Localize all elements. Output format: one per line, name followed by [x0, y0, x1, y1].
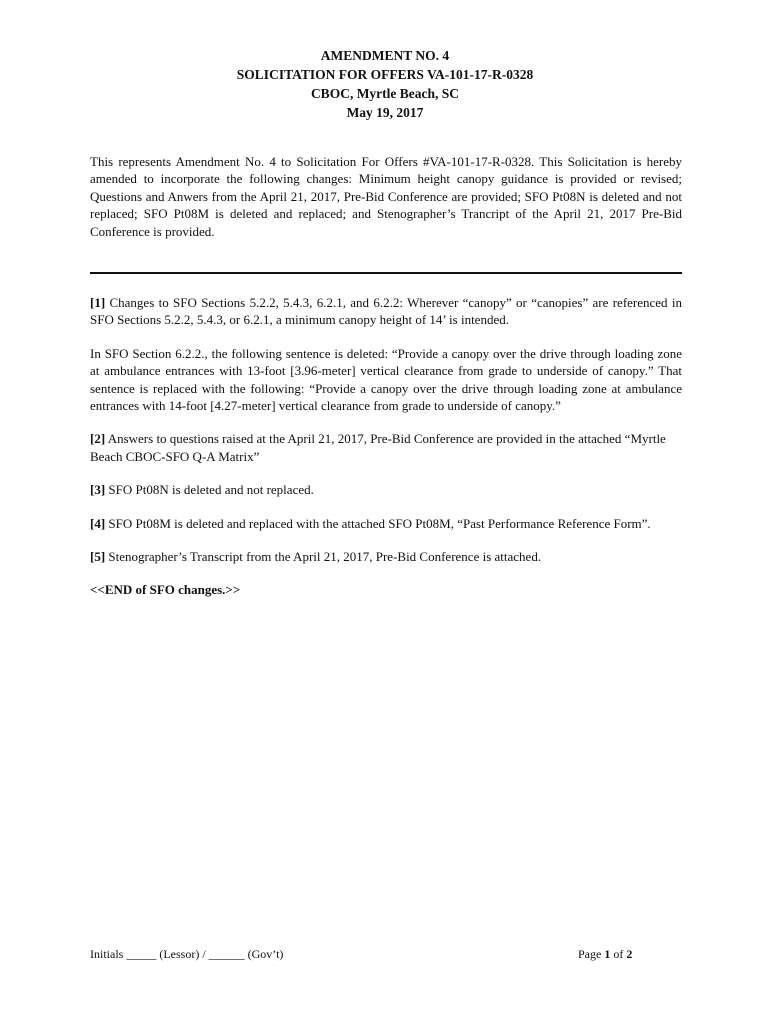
change-text: Stenographer’s Transcript from the April 21, 2017, Pre-Bid Conference is attached.	[105, 549, 542, 565]
change-item-5	[90, 548, 682, 565]
change-item-4	[90, 515, 682, 532]
page-of: of	[610, 947, 627, 961]
current-page: 1	[604, 947, 611, 961]
change-item-3	[90, 481, 682, 498]
change-item-1	[90, 294, 682, 329]
change-item-1-detail	[90, 345, 682, 415]
intro-paragraph: This represents Amendment No. 4 to Solicitation For Offers #VA-101-17-R-0328. This Solicitation is hereby amended to incorporate the following changes: Minimum height canopy guidance is provided or revised; Questions and Anwers from the April 21, 2017, Pre-Bid Conference are provided; SFO Pt08N is deleted and not replaced; SFO Pt08M is deleted and replaced; and Stenographer’s Trancript of the April 21, 2017 Pre-Bid Conference is provided.	[90, 154, 682, 239]
document-header	[0, 46, 770, 122]
total-pages: 2	[626, 947, 633, 961]
change-text: SFO Pt08N is deleted and not replaced.	[105, 482, 314, 498]
page-prefix: Page	[578, 947, 605, 961]
amendment-title: AMENDMENT NO. 4	[320, 48, 450, 63]
solicitation-title: SOLICITATION FOR OFFERS VA-101-17-R-0328	[236, 67, 534, 82]
page-number	[578, 947, 632, 962]
changes-list	[90, 294, 682, 615]
document-date: May 19, 2017	[346, 105, 424, 120]
change-number: [4]	[90, 515, 106, 531]
section-divider	[90, 272, 682, 274]
change-text: In SFO Section 6.2.2., the following sentence is deleted: “Provide a canopy over the drive through loading zone at ambulance entrances with 13-foot [3.96-meter] vertical clearance from grade to underside of canopy.” That sentence is replaced with the following: “Provide a canopy over the drive through loading zone at ambulance entrances with 14-foot [4.27-meter] vertical clearance from grade to underside of canopy.”	[90, 345, 682, 414]
change-text: SFO Pt08M is deleted and replaced with the attached SFO Pt08M, “Past Performance Reference Form”.	[105, 515, 651, 531]
change-item-2	[90, 430, 682, 465]
end-of-changes: <<END of SFO changes.>>	[90, 582, 241, 598]
change-number: [5]	[90, 549, 106, 565]
change-text: Answers to questions raised at the April 21, 2017, Pre-Bid Conference are provided in the attached “Myrtle Beach CBOC-SFO Q-A Matrix”	[90, 431, 666, 464]
change-number: [3]	[90, 482, 106, 498]
change-number: [1]	[90, 295, 106, 310]
change-number: [2]	[90, 431, 106, 447]
initials-line: Initials _____ (Lessor) / ______ (Gov’t)	[90, 947, 284, 961]
change-text: Changes to SFO Sections 5.2.2, 5.4.3, 6.2.1, and 6.2.2: Wherever “canopy” or “canopies” are referenced in SFO Sections 5.2.2, 5.4.3, or 6.2.1, a minimum canopy height of 14’ is intended.	[90, 295, 682, 328]
location-title: CBOC, Myrtle Beach, SC	[310, 86, 460, 101]
